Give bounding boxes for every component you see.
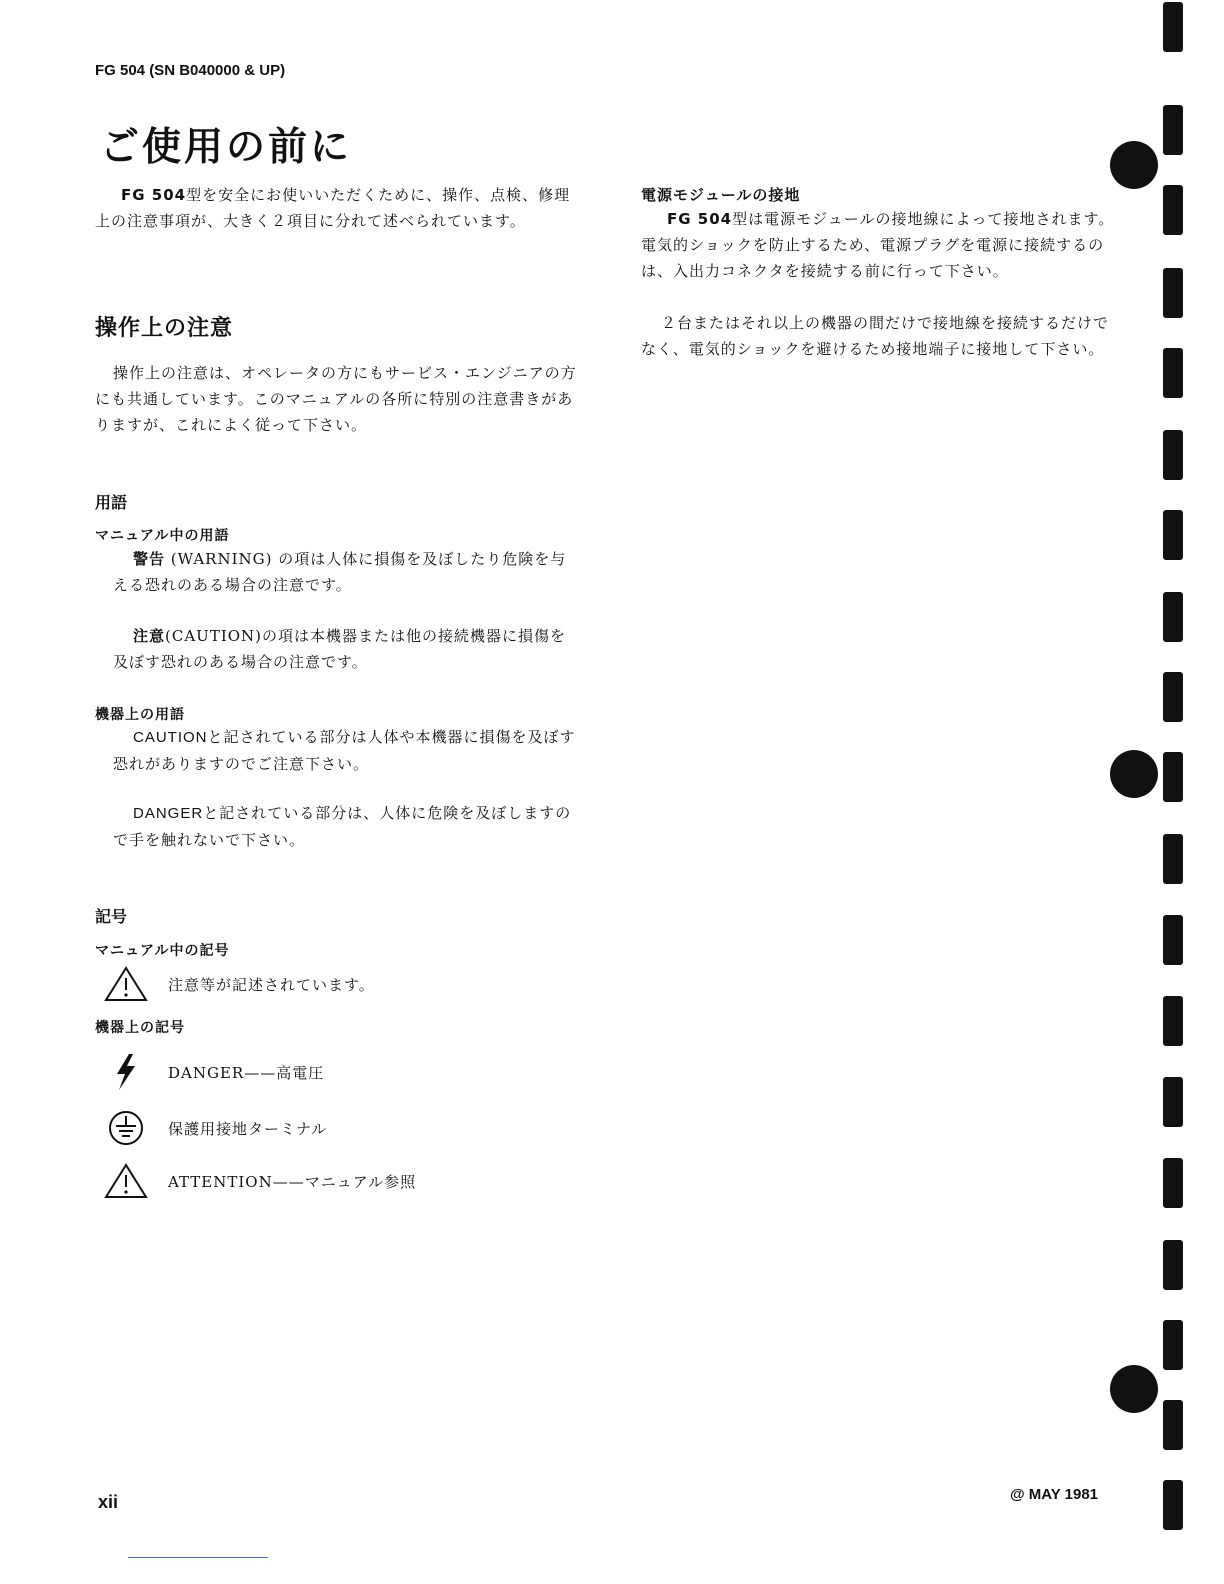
- grounding-paragraph-1: [641, 206, 1119, 284]
- manual-symbol-row: [100, 964, 375, 1004]
- document-header: FG 504 (SN B040000 & UP): [95, 62, 286, 79]
- binder-mark: [1163, 185, 1183, 235]
- binder-hole: [1110, 1365, 1158, 1413]
- equipment-symbols-heading: 機器上の記号: [95, 1020, 185, 1036]
- intro-model: FG 504: [121, 186, 187, 204]
- binder-mark: [1163, 1077, 1183, 1127]
- warning-text: (WARNING) の項は人体に損傷を及ぼしたり危険を与える恐れのある場合の注意です。: [113, 550, 567, 594]
- warning-label: 警告: [133, 550, 166, 568]
- caution-label: 注意: [133, 627, 166, 645]
- caution-text: (CAUTION)の項は本機器または他の接続機器に損傷を及ぼす恐れのある場合の注意です。: [113, 627, 567, 671]
- grounding-heading: 電源モジュールの接地: [641, 186, 801, 204]
- equipment-caution-paragraph: [113, 724, 578, 777]
- equipment-danger-text: と記されている部分は、人体に危険を及ぼしますので手を触れないで下さい。: [113, 804, 572, 849]
- manual-symbol-text: 注意等が記述されています。: [168, 975, 375, 994]
- symbol-ground-text: 保護用接地ターミナル: [168, 1119, 328, 1138]
- binder-mark: [1163, 915, 1183, 965]
- binder-mark: [1163, 592, 1183, 642]
- binder-mark: [1163, 105, 1183, 155]
- copyright-date: @ MAY 1981: [1010, 1486, 1099, 1503]
- warning-paragraph: [113, 546, 578, 598]
- binder-hole: [1110, 750, 1158, 798]
- page-title: ご使用の前に: [100, 125, 353, 170]
- warning-triangle-icon: [100, 964, 152, 1004]
- grounding-paragraph-2: ２台またはそれ以上の機器の間だけで接地線を接続するだけでなく、電気的ショックを避けるため接地端子に接地して下さい。: [641, 314, 1110, 358]
- scan-edge-line: [128, 1557, 268, 1558]
- equipment-caution-word: CAUTION: [133, 729, 208, 746]
- warning-triangle-icon: [100, 1161, 152, 1201]
- equipment-terms-heading: 機器上の用語: [95, 707, 185, 723]
- symbol-row-ground: [100, 1108, 327, 1148]
- binder-mark: [1163, 2, 1183, 52]
- binder-mark: [1163, 1400, 1183, 1450]
- grounding-model: FG 504: [667, 210, 733, 228]
- protective-ground-icon: [100, 1108, 152, 1148]
- operation-paragraph: 操作上の注意は、オペレータの方にもサービス・エンジニアの方にも共通しています。このマニュアルの各所に特別の注意書きがありますが、これによく従って下さい。: [95, 364, 577, 434]
- binder-mark: [1163, 1158, 1183, 1208]
- high-voltage-icon: [100, 1052, 152, 1092]
- manual-terms-heading: マニュアル中の用語: [95, 528, 230, 544]
- symbol-row-attention: [100, 1161, 416, 1201]
- binder-mark: [1163, 752, 1183, 802]
- binder-mark: [1163, 1240, 1183, 1290]
- binder-mark: [1163, 672, 1183, 722]
- binder-mark: [1163, 268, 1183, 318]
- symbols-heading: 記号: [95, 907, 128, 926]
- caution-paragraph: [113, 623, 578, 675]
- terms-heading: 用語: [95, 493, 128, 512]
- binder-mark: [1163, 834, 1183, 884]
- page-number: xii: [98, 1492, 119, 1512]
- operation-heading: 操作上の注意: [95, 316, 234, 341]
- symbol-row-danger: [100, 1052, 324, 1092]
- equipment-caution-text: と記されている部分は人体や本機器に損傷を及ぼす恐れがありますのでご注意下さい。: [113, 728, 576, 773]
- equipment-danger-word: DANGER: [133, 805, 204, 822]
- binder-mark: [1163, 1480, 1183, 1530]
- binder-mark: [1163, 430, 1183, 480]
- manual-symbols-heading: マニュアル中の記号: [95, 943, 230, 959]
- binder-mark: [1163, 510, 1183, 560]
- intro-paragraph: [95, 182, 585, 234]
- binder-mark: [1163, 996, 1183, 1046]
- binder-hole: [1110, 141, 1158, 189]
- equipment-danger-paragraph: [113, 800, 578, 853]
- binder-mark: [1163, 1320, 1183, 1370]
- intro-text: 型を安全にお使いいただくために、操作、点検、修理上の注意事項が、大きく２項目に分れて述べられています。: [95, 186, 571, 230]
- grounding-text-1: 型は電源モジュールの接地線によって接地されます。電気的ショックを防止するため、電源プラグを電源に接続するのは、入出力コネクタを接続する前に行って下さい。: [641, 210, 1115, 280]
- symbol-danger-text: DANGER——高電圧: [168, 1063, 325, 1082]
- symbol-attention-text: ATTENTION——マニュアル参照: [168, 1172, 417, 1191]
- binder-mark: [1163, 348, 1183, 398]
